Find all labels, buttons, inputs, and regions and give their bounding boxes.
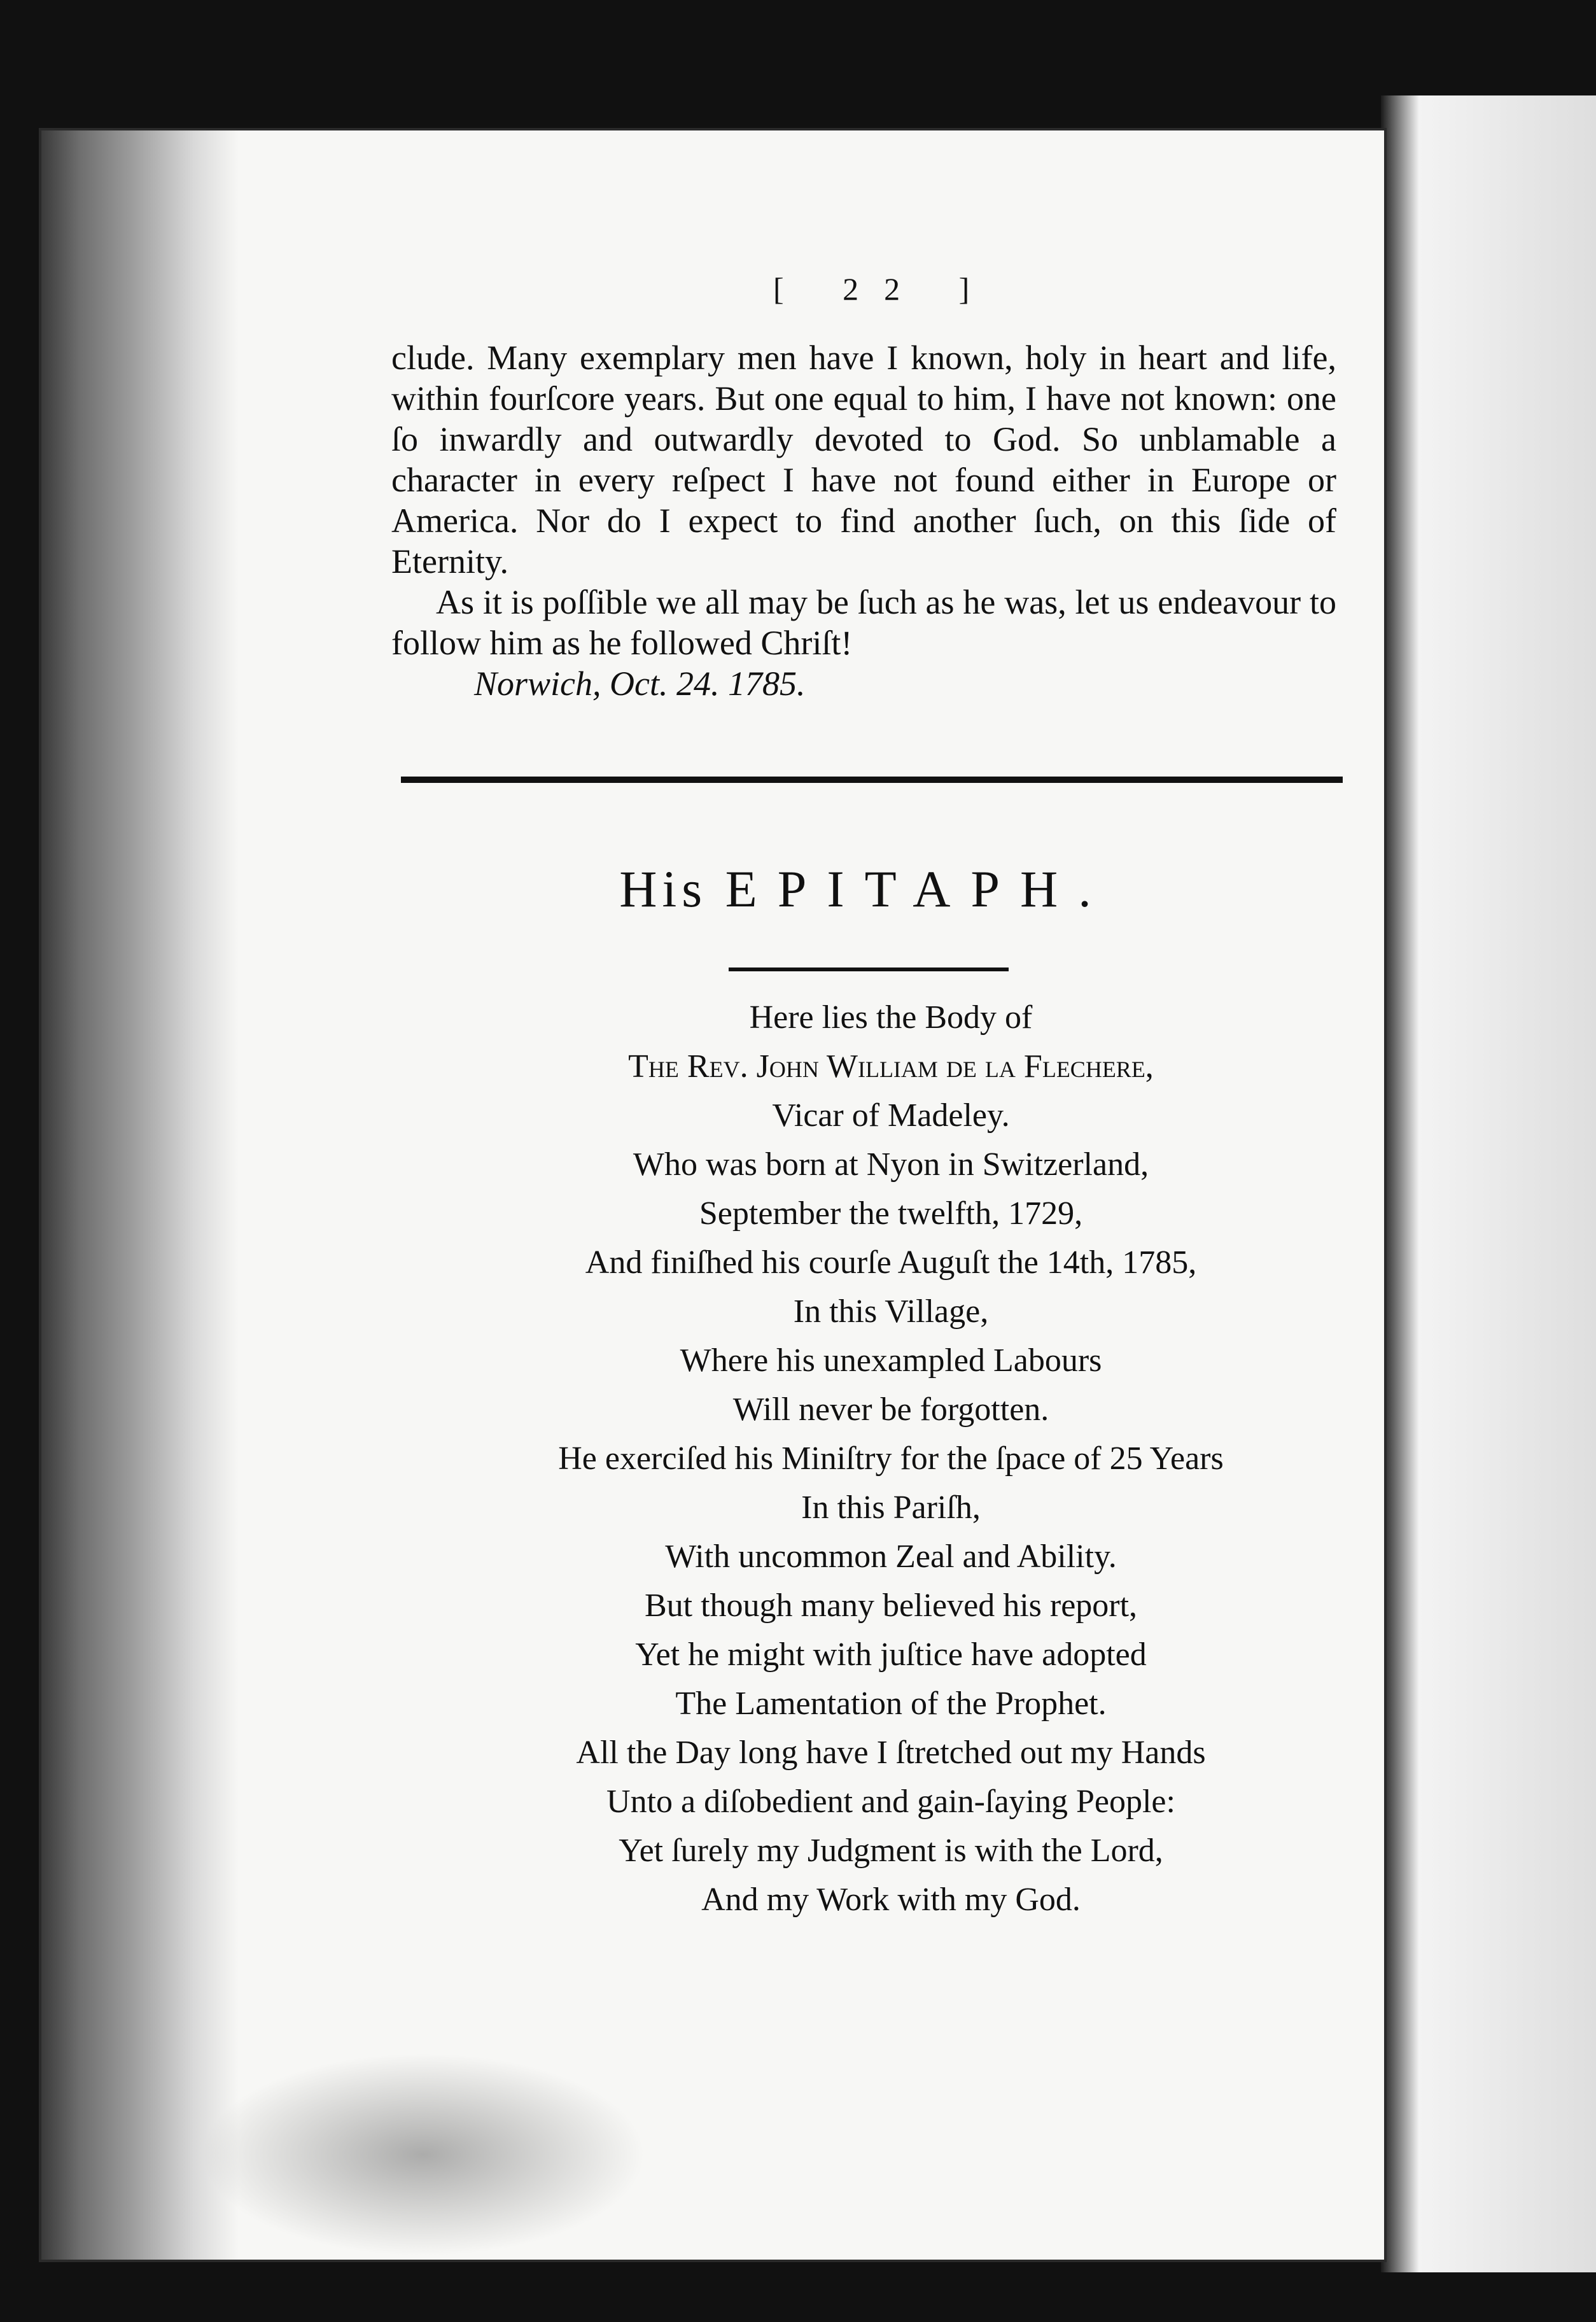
epitaph-line: The Rev. John William de la Flechere,: [628, 1048, 1154, 1085]
epitaph-line: In this Pariſh,: [801, 1489, 981, 1526]
closing-prose: [391, 337, 1336, 704]
epitaph-line: With uncommon Zeal and Ability.: [665, 1538, 1117, 1575]
prose-paragraph-1: clude. Many exemplary men have I known, holy in heart and life, within fourſcore years. But one equal to him, I have not known: one ſo inwardly and outwardly devoted to God. So unblamable a character in every reſpect I have not found either in Europe or America. Nor do I expect to find another ſuch, on this ſide of Eternity.: [391, 339, 1336, 580]
page-number: [ 22 ]: [773, 271, 995, 307]
epitaph-line: Here lies the Body of: [749, 999, 1033, 1036]
page-stain: [200, 2053, 646, 2256]
epitaph-line: Unto a diſobedient and gain-ſaying People:: [606, 1784, 1175, 1820]
epitaph-line: Yet ſurely my Judgment is with the Lord,: [619, 1833, 1163, 1869]
epitaph-line: Yet he might with juſtice have adopted: [635, 1636, 1147, 1673]
sign-off-date: Norwich, Oct. 24. 1785.: [474, 665, 806, 703]
epitaph-line: And finiſhed his courſe Auguſt the 14th, 1785,: [585, 1244, 1197, 1281]
epitaph-line: Will never be forgotten.: [732, 1391, 1049, 1428]
heading-underline: [729, 968, 1009, 971]
epitaph-heading-word: EPITAPH.: [725, 860, 1112, 918]
epitaph-heading-prefix: His: [619, 860, 708, 918]
epitaph-line: Vicar of Madeley.: [772, 1097, 1010, 1134]
epitaph-heading: [395, 859, 1336, 919]
epitaph-line: September the twelfth, 1729,: [699, 1195, 1083, 1232]
epitaph-line: Who was born at Nyon in Switzerland,: [633, 1146, 1149, 1183]
epitaph-line: In this Village,: [793, 1293, 989, 1330]
binding-shadow: [41, 130, 239, 2260]
epitaph-line: Where his unexampled Labours: [680, 1342, 1102, 1379]
adjacent-page-edge: [1381, 95, 1596, 2272]
epitaph-text: [445, 993, 1336, 1924]
section-divider: [401, 777, 1343, 783]
epitaph-line: He exerciſed his Miniſtry for the ſpace of 25 Years: [558, 1440, 1224, 1477]
epitaph-line: But though many believed his report,: [644, 1587, 1138, 1624]
epitaph-line: And my Work with my God.: [701, 1882, 1081, 1918]
prose-paragraph-2: As it is poſſible we all may be ſuch as he was, let us endeavour to follow him as he followed Chriſt!: [391, 583, 1336, 662]
epitaph-line: The Lamentation of the Prophet.: [675, 1685, 1107, 1722]
epitaph-line: All the Day long have I ſtretched out my Hands: [576, 1734, 1206, 1771]
